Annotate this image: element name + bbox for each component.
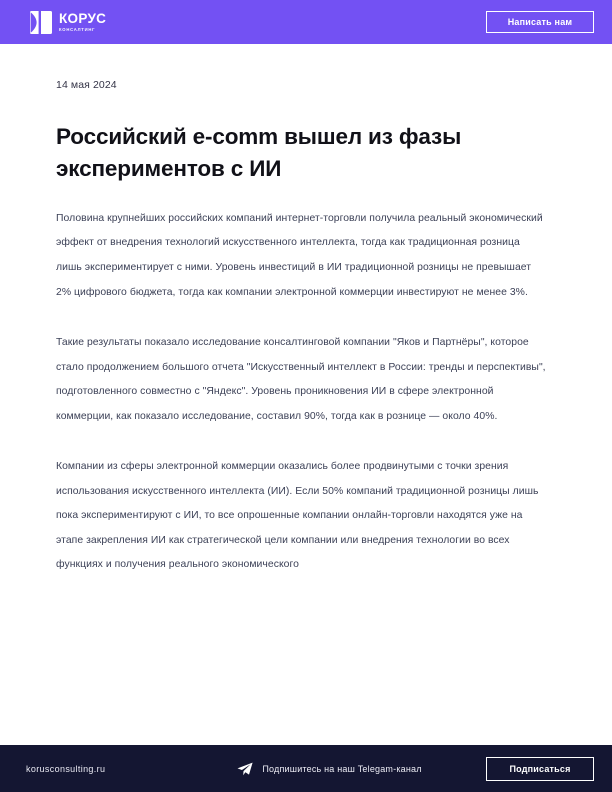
subscribe-button[interactable]: Подписаться	[486, 757, 594, 781]
brand-logo[interactable]	[30, 11, 106, 34]
footer-telegram-promo[interactable]	[237, 762, 421, 776]
article-paragraph: Такие результаты показало исследование консалтинговой компании "Яков и Партнёры", которое стало продолжением большого отчета "Искусственный интеллект в России: тренды и перспективы", подготовленного совместно с "Яндекс". Уровень проникновения ИИ в сфере электронной коммерции, как показало исследование, составил 90%, тогда как в рознице — около 40%.	[56, 337, 546, 422]
telegram-paper-plane-icon	[237, 762, 253, 776]
article-paragraph: Компании из сферы электронной коммерции оказались более продвинутыми с точки зрения использования искусственного интеллекта (ИИ). Если 50% компаний традиционной розницы лишь пока экспериментируют с ИИ, то все опрошенные компании онлайн-торговли находятся уже на этапе закрепления ИИ как стратегической цели компании или внедрения технологии во всех функциях и получения реального экономического	[56, 461, 539, 571]
brand-wordmark	[59, 12, 106, 32]
korus-logo-mark-icon	[30, 11, 52, 34]
site-header	[0, 0, 612, 44]
site-footer	[0, 745, 612, 792]
contact-us-button[interactable]: Написать нам	[486, 11, 594, 33]
footer-website-link[interactable]: korusconsulting.ru	[26, 763, 106, 774]
article-date: 14 мая 2024	[56, 79, 117, 91]
article	[0, 44, 612, 604]
brand-subtitle: КОНСАЛТИНГ	[59, 26, 96, 32]
page-title: Российский e-comm вышел из фазы экспериментов с ИИ	[56, 124, 462, 181]
brand-name: КОРУС	[59, 10, 107, 26]
footer-telegram-text: Подпишитесь на наш Telegam-канал	[262, 763, 422, 774]
article-body	[56, 185, 556, 578]
article-paragraph: Половина крупнейших российских компаний интернет-торговли получила реальный экономический эффект от внедрения технологий искусственного интеллекта, тогда как традиционная розница лишь экспериментирует с ними. Уровень инвестиций в ИИ традиционной розницы не превышает 2% цифрового бюджета, тогда как компании электронной коммерции инвестируют не менее 3%.	[56, 212, 543, 298]
